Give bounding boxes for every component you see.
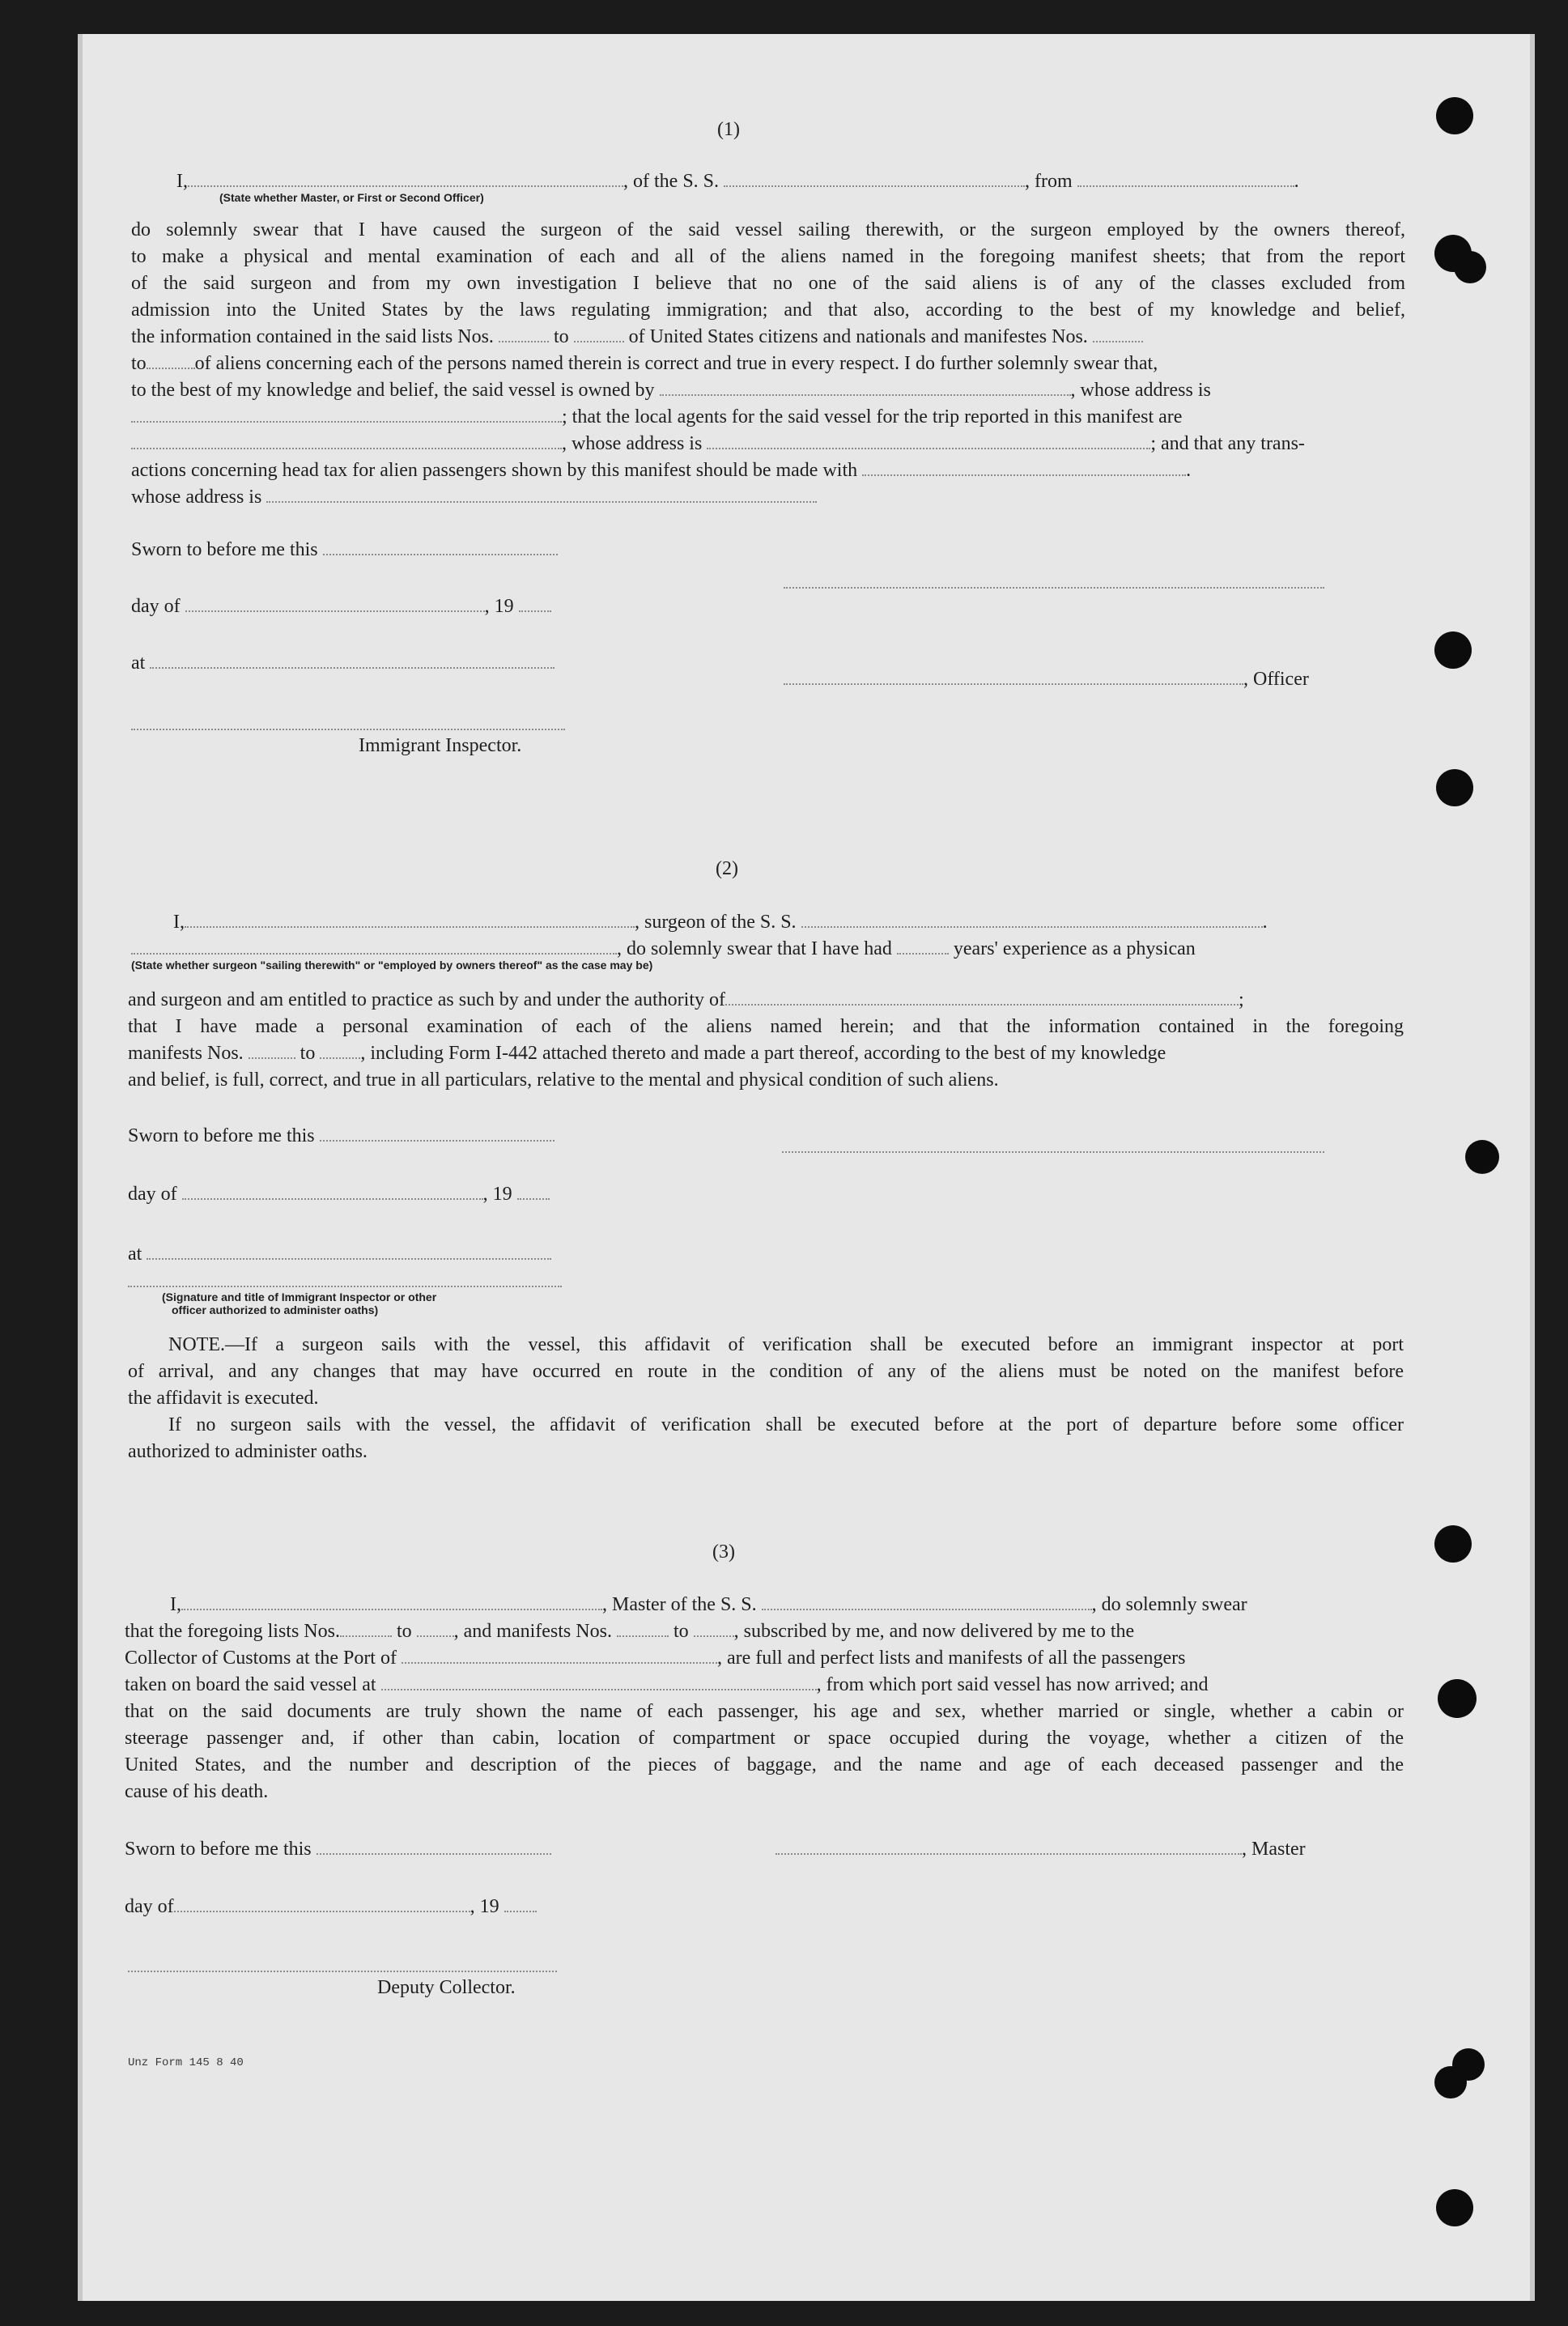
local-agents-field[interactable] <box>131 435 562 449</box>
alien-manifest-from-field[interactable] <box>1093 328 1143 342</box>
sworn-date-field[interactable] <box>323 541 558 555</box>
surgeon-vessel-field[interactable] <box>801 913 1263 928</box>
affidavit-text-line: whose address is <box>131 485 817 509</box>
administering-officer-signature-line[interactable] <box>128 1286 562 1287</box>
surgeon-name-field[interactable] <box>185 913 635 928</box>
officer-rank-note: (State whether Master, or First or Second Officer) <box>219 191 484 204</box>
master-signature-field[interactable] <box>776 1840 1242 1855</box>
licensing-authority-field[interactable] <box>725 991 1239 1006</box>
head-tax-address-field[interactable] <box>266 488 817 503</box>
punch-hole <box>1438 1679 1477 1718</box>
affidavit-text-line: Collector of Customs at the Port of , are full and perfect lists and manifests of all the passengers <box>125 1648 1186 1669</box>
inspector-signature-line[interactable] <box>131 729 565 730</box>
master-declaration-line: I, , of the S. S. , from . <box>176 171 1299 192</box>
affidavit-text-line: actions concerning head tax for alien passengers shown by this manifest should be made with . <box>131 460 1192 481</box>
customs-port-field[interactable] <box>402 1649 717 1664</box>
day-month-field[interactable] <box>185 597 485 612</box>
place-field[interactable] <box>150 654 555 669</box>
vessel-name-field[interactable] <box>762 1596 1092 1610</box>
punch-hole <box>1465 1140 1499 1174</box>
punch-hole <box>1436 2189 1473 2226</box>
sworn-line: Sworn to before me this <box>125 1837 551 1861</box>
owner-address-field[interactable] <box>131 408 562 423</box>
affidavit-text-line: taken on board the said vessel at , from which port said vessel has now arrived; and <box>125 1674 1209 1695</box>
note-paragraph-line: NOTE.—If a surgeon sails with the vessel, this affidavit of verification shall be executed before an immigrant inspector at port <box>168 1334 1404 1355</box>
year-field[interactable] <box>504 1898 537 1912</box>
affidavit-text-line: cause of his death. <box>125 1781 269 1802</box>
sworn-line: Sworn to before me this <box>131 538 558 562</box>
place-line: at <box>131 651 555 675</box>
form-number: Unz Form 145 8 40 <box>128 2056 244 2069</box>
surgeon-declaration-line: I, , surgeon of the S. S. . <box>173 912 1268 933</box>
surgeon-status-field[interactable] <box>131 940 617 955</box>
section-number: (1) <box>717 119 740 140</box>
officer-name-field[interactable] <box>188 172 623 187</box>
surgeon-status-note: (State whether surgeon "sailing therewith" or "employed by owners thereof" as the case may be) <box>131 959 653 972</box>
day-line: day of , 19 <box>131 594 551 619</box>
collector-signature-line[interactable] <box>128 1971 557 1972</box>
manifest-from-field[interactable] <box>249 1044 295 1059</box>
officer-signature-line[interactable] <box>784 587 1324 589</box>
day-line: day of , 19 <box>128 1182 550 1206</box>
affidavit-text-line: ; that the local agents for the said vessel for the trip reported in this manifest are <box>131 405 1182 429</box>
years-experience-field[interactable] <box>897 940 949 955</box>
form-page <box>78 34 1535 2301</box>
sworn-date-field[interactable] <box>317 1840 551 1855</box>
affidavit-text-line: that I have made a personal examination of each of the aliens named herein; and that the information contained in the foregoing <box>128 1016 1404 1037</box>
section-number: (2) <box>716 858 738 879</box>
affidavit-text-line: admission into the United States by the laws regulating immigration; and that also, according to the best of my knowledge and belief, <box>131 300 1405 321</box>
manifests-from-field[interactable] <box>617 1622 669 1637</box>
master-signature-line: , Master <box>776 1837 1306 1861</box>
alien-manifest-to-field[interactable] <box>147 355 195 369</box>
head-tax-contact-field[interactable] <box>862 461 1186 476</box>
punch-hole <box>1436 769 1473 806</box>
affidavit-text-line: of the said surgeon and from my own investigation I believe that no one of the said aliens is of any of the classes excluded from <box>131 273 1405 294</box>
note-paragraph-line: the affidavit is executed. <box>128 1388 319 1409</box>
year-field[interactable] <box>519 597 551 612</box>
master-name-field[interactable] <box>181 1596 602 1610</box>
affidavit-text-line: to make a physical and mental examination of each and all of the aliens named in the foregoing manifest sheets; that from the report <box>131 246 1405 267</box>
section-number: (3) <box>712 1541 735 1563</box>
day-month-field[interactable] <box>182 1185 483 1200</box>
affidavit-text-line: to of aliens concerning each of the persons named therein is correct and true in every respect. I do further solemnly swear that, <box>131 353 1158 374</box>
affidavit-text-line: and surgeon and am entitled to practice as such by and under the authority of ; <box>128 989 1244 1010</box>
vessel-owner-field[interactable] <box>660 381 1071 396</box>
note-paragraph-line: authorized to administer oaths. <box>128 1441 368 1462</box>
day-month-field[interactable] <box>174 1898 470 1912</box>
punch-hole <box>1454 251 1486 283</box>
punch-hole <box>1436 97 1473 134</box>
day-line: day of , 19 <box>125 1894 537 1919</box>
sworn-date-field[interactable] <box>320 1127 555 1142</box>
citizen-list-to-field[interactable] <box>574 328 624 342</box>
signature-note: (Signature and title of Immigrant Inspector or other <box>162 1291 437 1303</box>
punch-hole <box>1434 1525 1472 1563</box>
affidavit-text-line: that on the said documents are truly shown the name of each passenger, his age and sex, whether married or single, whether a cabin or <box>125 1701 1404 1722</box>
boarding-port-field[interactable] <box>381 1676 817 1690</box>
officer-title-field[interactable] <box>784 670 1243 685</box>
affidavit-text-line: steerage passenger and, if other than cabin, location of compartment or space occupied during the voyage, whether a citizen of the <box>125 1728 1404 1749</box>
affidavit-text-line: manifests Nos. to , including Form I-442 attached thereto and made a part thereof, according to the best of my knowledge <box>128 1043 1166 1064</box>
vessel-name-field[interactable] <box>724 172 1025 187</box>
affidavit-text-line: to the best of my knowledge and belief, the said vessel is owned by , whose address is <box>131 380 1211 401</box>
lists-to-field[interactable] <box>417 1622 454 1637</box>
lists-from-field[interactable] <box>340 1622 392 1637</box>
signature-note: officer authorized to administer oaths) <box>172 1303 379 1316</box>
affidavit-text-line: do solemnly swear that I have caused the surgeon of the said vessel sailing therewith, or the surgeon employed by the owners thereof, <box>131 219 1405 240</box>
affidavit-text-line: that the foregoing lists Nos. to , and manifests Nos. to , subscribed by me, and now delivered by me to the <box>125 1621 1135 1642</box>
affidavit-text-line: , whose address is ; and that any trans- <box>131 432 1305 456</box>
officer-line: , Officer <box>784 667 1309 691</box>
punch-hole <box>1434 631 1472 669</box>
citizen-list-from-field[interactable] <box>499 328 549 342</box>
affidavit-text-line: and belief, is full, correct, and true in all particulars, relative to the mental and physical condition of such aliens. <box>128 1069 999 1091</box>
agents-address-field[interactable] <box>707 435 1150 449</box>
manifests-to-field[interactable] <box>694 1622 734 1637</box>
page-right-edge <box>1530 34 1535 2301</box>
collector-label: Deputy Collector. <box>377 1977 516 1998</box>
place-line: at <box>128 1242 551 1266</box>
inspector-label: Immigrant Inspector. <box>359 735 522 756</box>
place-field[interactable] <box>147 1245 551 1260</box>
punch-hole <box>1452 2048 1485 2081</box>
year-field[interactable] <box>517 1185 550 1200</box>
departure-port-field[interactable] <box>1077 172 1294 187</box>
sworn-line: Sworn to before me this <box>128 1124 555 1148</box>
note-paragraph-line: of arrival, and any changes that may have occurred en route in the condition of any of the aliens must be noted on the manifest before <box>128 1361 1404 1382</box>
page-left-edge <box>78 34 83 2301</box>
note-paragraph-line: If no surgeon sails with the vessel, the affidavit of verification shall be executed before at the port of departure before some officer <box>168 1414 1404 1435</box>
surgeon-declaration-line: , do solemnly swear that I have had years' experience as a physican <box>131 937 1196 961</box>
master-declaration-line: I, , Master of the S. S. , do solemnly swear <box>170 1594 1247 1615</box>
affidavit-text-line: United States, and the number and description of the pieces of baggage, and the name and age of each deceased passenger and the <box>125 1754 1404 1775</box>
manifest-to-field[interactable] <box>320 1044 360 1059</box>
surgeon-signature-line[interactable] <box>782 1151 1324 1153</box>
affidavit-text-line: the information contained in the said lists Nos. to of United States citizens and nationals and manifestes Nos. <box>131 325 1143 349</box>
